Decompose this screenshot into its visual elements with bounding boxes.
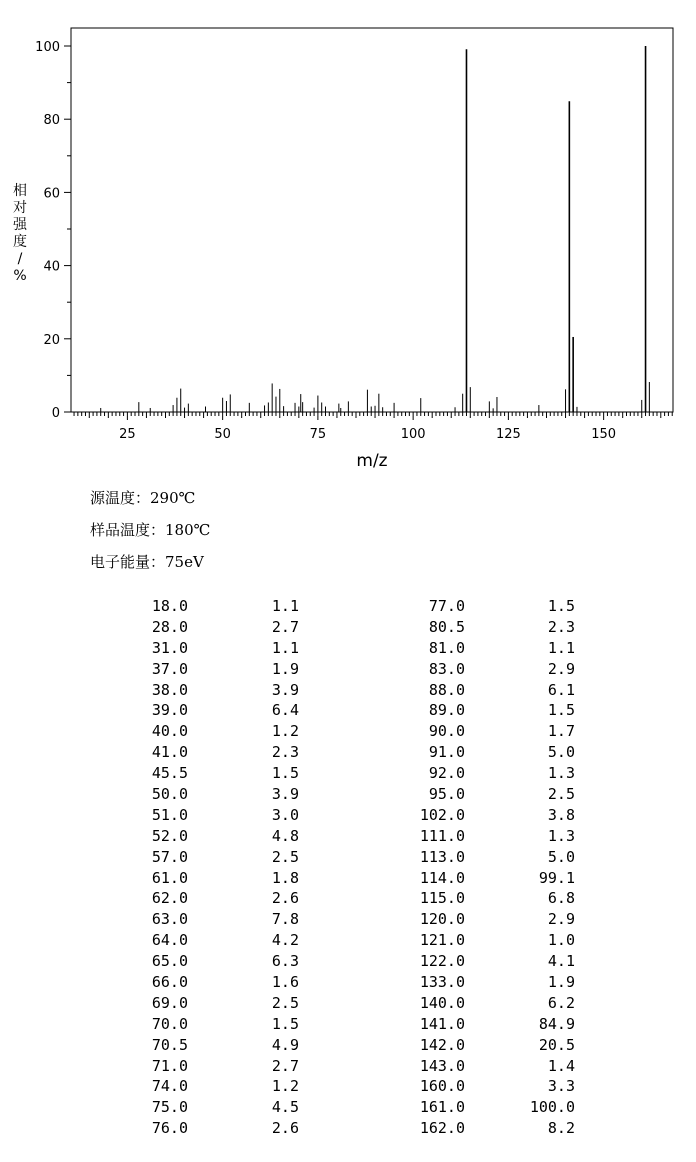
source-temperature: 源温度：290℃	[90, 489, 196, 507]
intensity-cell: 1.6	[271, 973, 299, 992]
y-axis-label-char: 对	[13, 200, 27, 216]
mz-cell: 88.0	[428, 680, 465, 699]
intensity-cell: 1.1	[271, 638, 299, 657]
intensity-cell: 6.4	[271, 701, 299, 720]
intensity-cell: 4.8	[271, 826, 299, 845]
mz-cell: 70.5	[151, 1035, 188, 1054]
mz-cell: 51.0	[151, 805, 188, 824]
mz-cell: 80.5	[428, 617, 465, 636]
y-axis-label-char: 度	[13, 234, 27, 250]
intensity-cell: 2.9	[547, 659, 575, 678]
mz-cell: 121.0	[419, 931, 465, 950]
mz-cell: 18.0	[151, 597, 188, 615]
mass-spectrum-chart	[0, 0, 696, 480]
intensity-cell: 1.8	[271, 868, 299, 887]
mz-cell: 160.0	[419, 1077, 465, 1096]
intensity-cell: 2.5	[547, 785, 575, 804]
intensity-cell: 1.1	[547, 638, 575, 657]
mz-cell: 71.0	[151, 1056, 188, 1075]
intensity-cell: 1.0	[547, 931, 575, 950]
intensity-cell: 4.5	[271, 1098, 299, 1117]
intensity-cell: 2.9	[547, 910, 575, 929]
mz-cell: 122.0	[419, 952, 465, 971]
mz-cell: 162.0	[419, 1119, 465, 1138]
mz-cell: 38.0	[151, 680, 188, 699]
intensity-cell: 100.0	[529, 1098, 575, 1117]
intensity-cell: 7.8	[271, 910, 299, 929]
mz-cell: 74.0	[151, 1077, 188, 1096]
mz-cell: 143.0	[419, 1056, 465, 1075]
intensity-cell: 3.8	[547, 805, 575, 824]
intensity-cell: 3.9	[271, 680, 299, 699]
mz-cell: 28.0	[151, 617, 188, 636]
mz-cell: 77.0	[428, 597, 465, 615]
intensity-cell: 2.6	[271, 889, 299, 908]
mz-cell: 92.0	[428, 764, 465, 783]
mz-cell: 75.0	[151, 1098, 188, 1117]
intensity-cell: 1.4	[547, 1056, 575, 1075]
table-row	[0, 659, 696, 680]
intensity-cell: 1.5	[271, 1014, 299, 1033]
mz-cell: 120.0	[419, 910, 465, 929]
table-row	[0, 1056, 696, 1077]
intensity-cell: 5.0	[547, 847, 575, 866]
mz-cell: 70.0	[151, 1014, 188, 1033]
y-tick-label: 60	[43, 186, 60, 202]
mz-cell: 31.0	[151, 638, 188, 657]
intensity-cell: 8.2	[547, 1119, 575, 1138]
table-row	[0, 847, 696, 868]
mz-cell: 63.0	[151, 910, 188, 929]
mz-cell: 114.0	[419, 868, 465, 887]
table-row	[0, 1118, 696, 1139]
mz-cell: 64.0	[151, 931, 188, 950]
mz-cell: 69.0	[151, 993, 188, 1012]
intensity-cell: 4.1	[547, 952, 575, 971]
x-tick-label: 150	[591, 427, 617, 442]
intensity-cell: 4.2	[271, 931, 299, 950]
intensity-cell: 2.7	[271, 617, 299, 636]
mz-cell: 115.0	[419, 889, 465, 908]
intensity-cell: 4.9	[271, 1035, 299, 1054]
intensity-cell: 84.9	[538, 1014, 575, 1033]
intensity-cell: 2.6	[271, 1119, 299, 1138]
table-row	[0, 1097, 696, 1118]
intensity-cell: 2.5	[271, 847, 299, 866]
mz-cell: 52.0	[151, 826, 188, 845]
table-row	[0, 784, 696, 805]
y-tick-label: 100	[35, 40, 60, 55]
y-tick-label: 80	[43, 113, 60, 129]
mz-cell: 142.0	[419, 1035, 465, 1054]
x-tick-label: 50	[214, 427, 231, 442]
mz-cell: 91.0	[428, 743, 465, 762]
table-row	[0, 742, 696, 763]
intensity-cell: 1.7	[547, 722, 575, 741]
mz-cell: 50.0	[151, 785, 188, 804]
mz-cell: 83.0	[428, 659, 465, 678]
mz-cell: 141.0	[419, 1014, 465, 1033]
table-row	[0, 617, 696, 638]
y-tick-label: 20	[43, 332, 60, 348]
table-row	[0, 1076, 696, 1097]
intensity-cell: 3.9	[271, 785, 299, 804]
y-axis-label-char: 强	[13, 217, 27, 233]
table-row	[0, 805, 696, 826]
x-tick-label: 125	[495, 427, 521, 442]
table-row	[0, 638, 696, 659]
intensity-cell: 1.9	[547, 973, 575, 992]
intensity-cell: 1.5	[271, 764, 299, 783]
y-axis-label-char: %	[13, 268, 27, 284]
intensity-cell: 1.3	[547, 764, 575, 783]
intensity-cell: 1.5	[547, 701, 575, 720]
table-row	[0, 993, 696, 1014]
mz-cell: 102.0	[419, 805, 465, 824]
table-row	[0, 951, 696, 972]
mz-cell: 111.0	[419, 826, 465, 845]
table-row	[0, 700, 696, 721]
mz-cell: 61.0	[151, 868, 188, 887]
intensity-cell: 1.5	[547, 597, 575, 615]
mz-cell: 57.0	[151, 847, 188, 866]
mz-cell: 113.0	[419, 847, 465, 866]
y-axis-label-char: /	[17, 251, 23, 267]
table-row	[0, 972, 696, 993]
intensity-cell: 6.2	[547, 993, 575, 1012]
intensity-cell: 1.1	[271, 597, 299, 615]
sample-temperature: 样品温度：180℃	[90, 521, 211, 539]
x-axis-title: m/z	[356, 451, 388, 471]
mz-cell: 89.0	[428, 701, 465, 720]
mz-cell: 65.0	[151, 952, 188, 971]
intensity-cell: 2.7	[271, 1056, 299, 1075]
mz-cell: 39.0	[151, 701, 188, 720]
table-row	[0, 763, 696, 784]
mz-cell: 161.0	[419, 1098, 465, 1117]
table-row	[0, 1014, 696, 1035]
table-row	[0, 909, 696, 930]
intensity-cell: 1.2	[271, 722, 299, 741]
x-tick-label: 75	[309, 427, 327, 442]
intensity-cell: 2.3	[271, 743, 299, 762]
intensity-cell: 1.9	[271, 659, 299, 678]
mz-cell: 62.0	[151, 889, 188, 908]
plot-frame	[71, 28, 673, 412]
table-row	[0, 1035, 696, 1056]
mz-cell: 76.0	[151, 1119, 188, 1138]
intensity-cell: 1.2	[271, 1077, 299, 1096]
intensity-cell: 6.1	[547, 680, 575, 699]
mz-cell: 40.0	[151, 722, 188, 741]
mz-cell: 133.0	[419, 973, 465, 992]
mz-cell: 37.0	[151, 659, 188, 678]
x-tick-label: 25	[119, 427, 136, 442]
intensity-cell: 3.0	[271, 805, 299, 824]
y-tick-label: 0	[51, 406, 60, 421]
intensity-cell: 3.3	[547, 1077, 575, 1096]
intensity-cell: 6.8	[547, 889, 575, 908]
table-row	[0, 826, 696, 847]
mz-cell: 41.0	[151, 743, 188, 762]
electron-energy: 电子能量：75eV	[90, 553, 204, 571]
mz-cell: 45.5	[151, 764, 188, 783]
table-row	[0, 596, 696, 617]
intensity-cell: 5.0	[547, 743, 575, 762]
mz-cell: 95.0	[428, 785, 465, 804]
x-tick-label: 100	[400, 427, 426, 442]
mz-cell: 66.0	[151, 973, 188, 992]
peak-table	[0, 596, 696, 1139]
table-row	[0, 868, 696, 889]
intensity-cell: 6.3	[271, 952, 299, 971]
table-row	[0, 930, 696, 951]
intensity-cell: 20.5	[538, 1035, 575, 1054]
y-axis-label	[10, 183, 30, 285]
table-row	[0, 680, 696, 701]
mz-cell: 90.0	[428, 722, 465, 741]
y-tick-label: 40	[43, 259, 60, 275]
mz-cell: 81.0	[428, 638, 465, 657]
intensity-cell: 99.1	[538, 868, 575, 887]
intensity-cell: 1.3	[547, 826, 575, 845]
table-row	[0, 721, 696, 742]
table-row	[0, 888, 696, 909]
intensity-cell: 2.5	[271, 993, 299, 1012]
mz-cell: 140.0	[419, 993, 465, 1012]
intensity-cell: 2.3	[547, 617, 575, 636]
y-axis-label-char: 相	[13, 183, 27, 199]
